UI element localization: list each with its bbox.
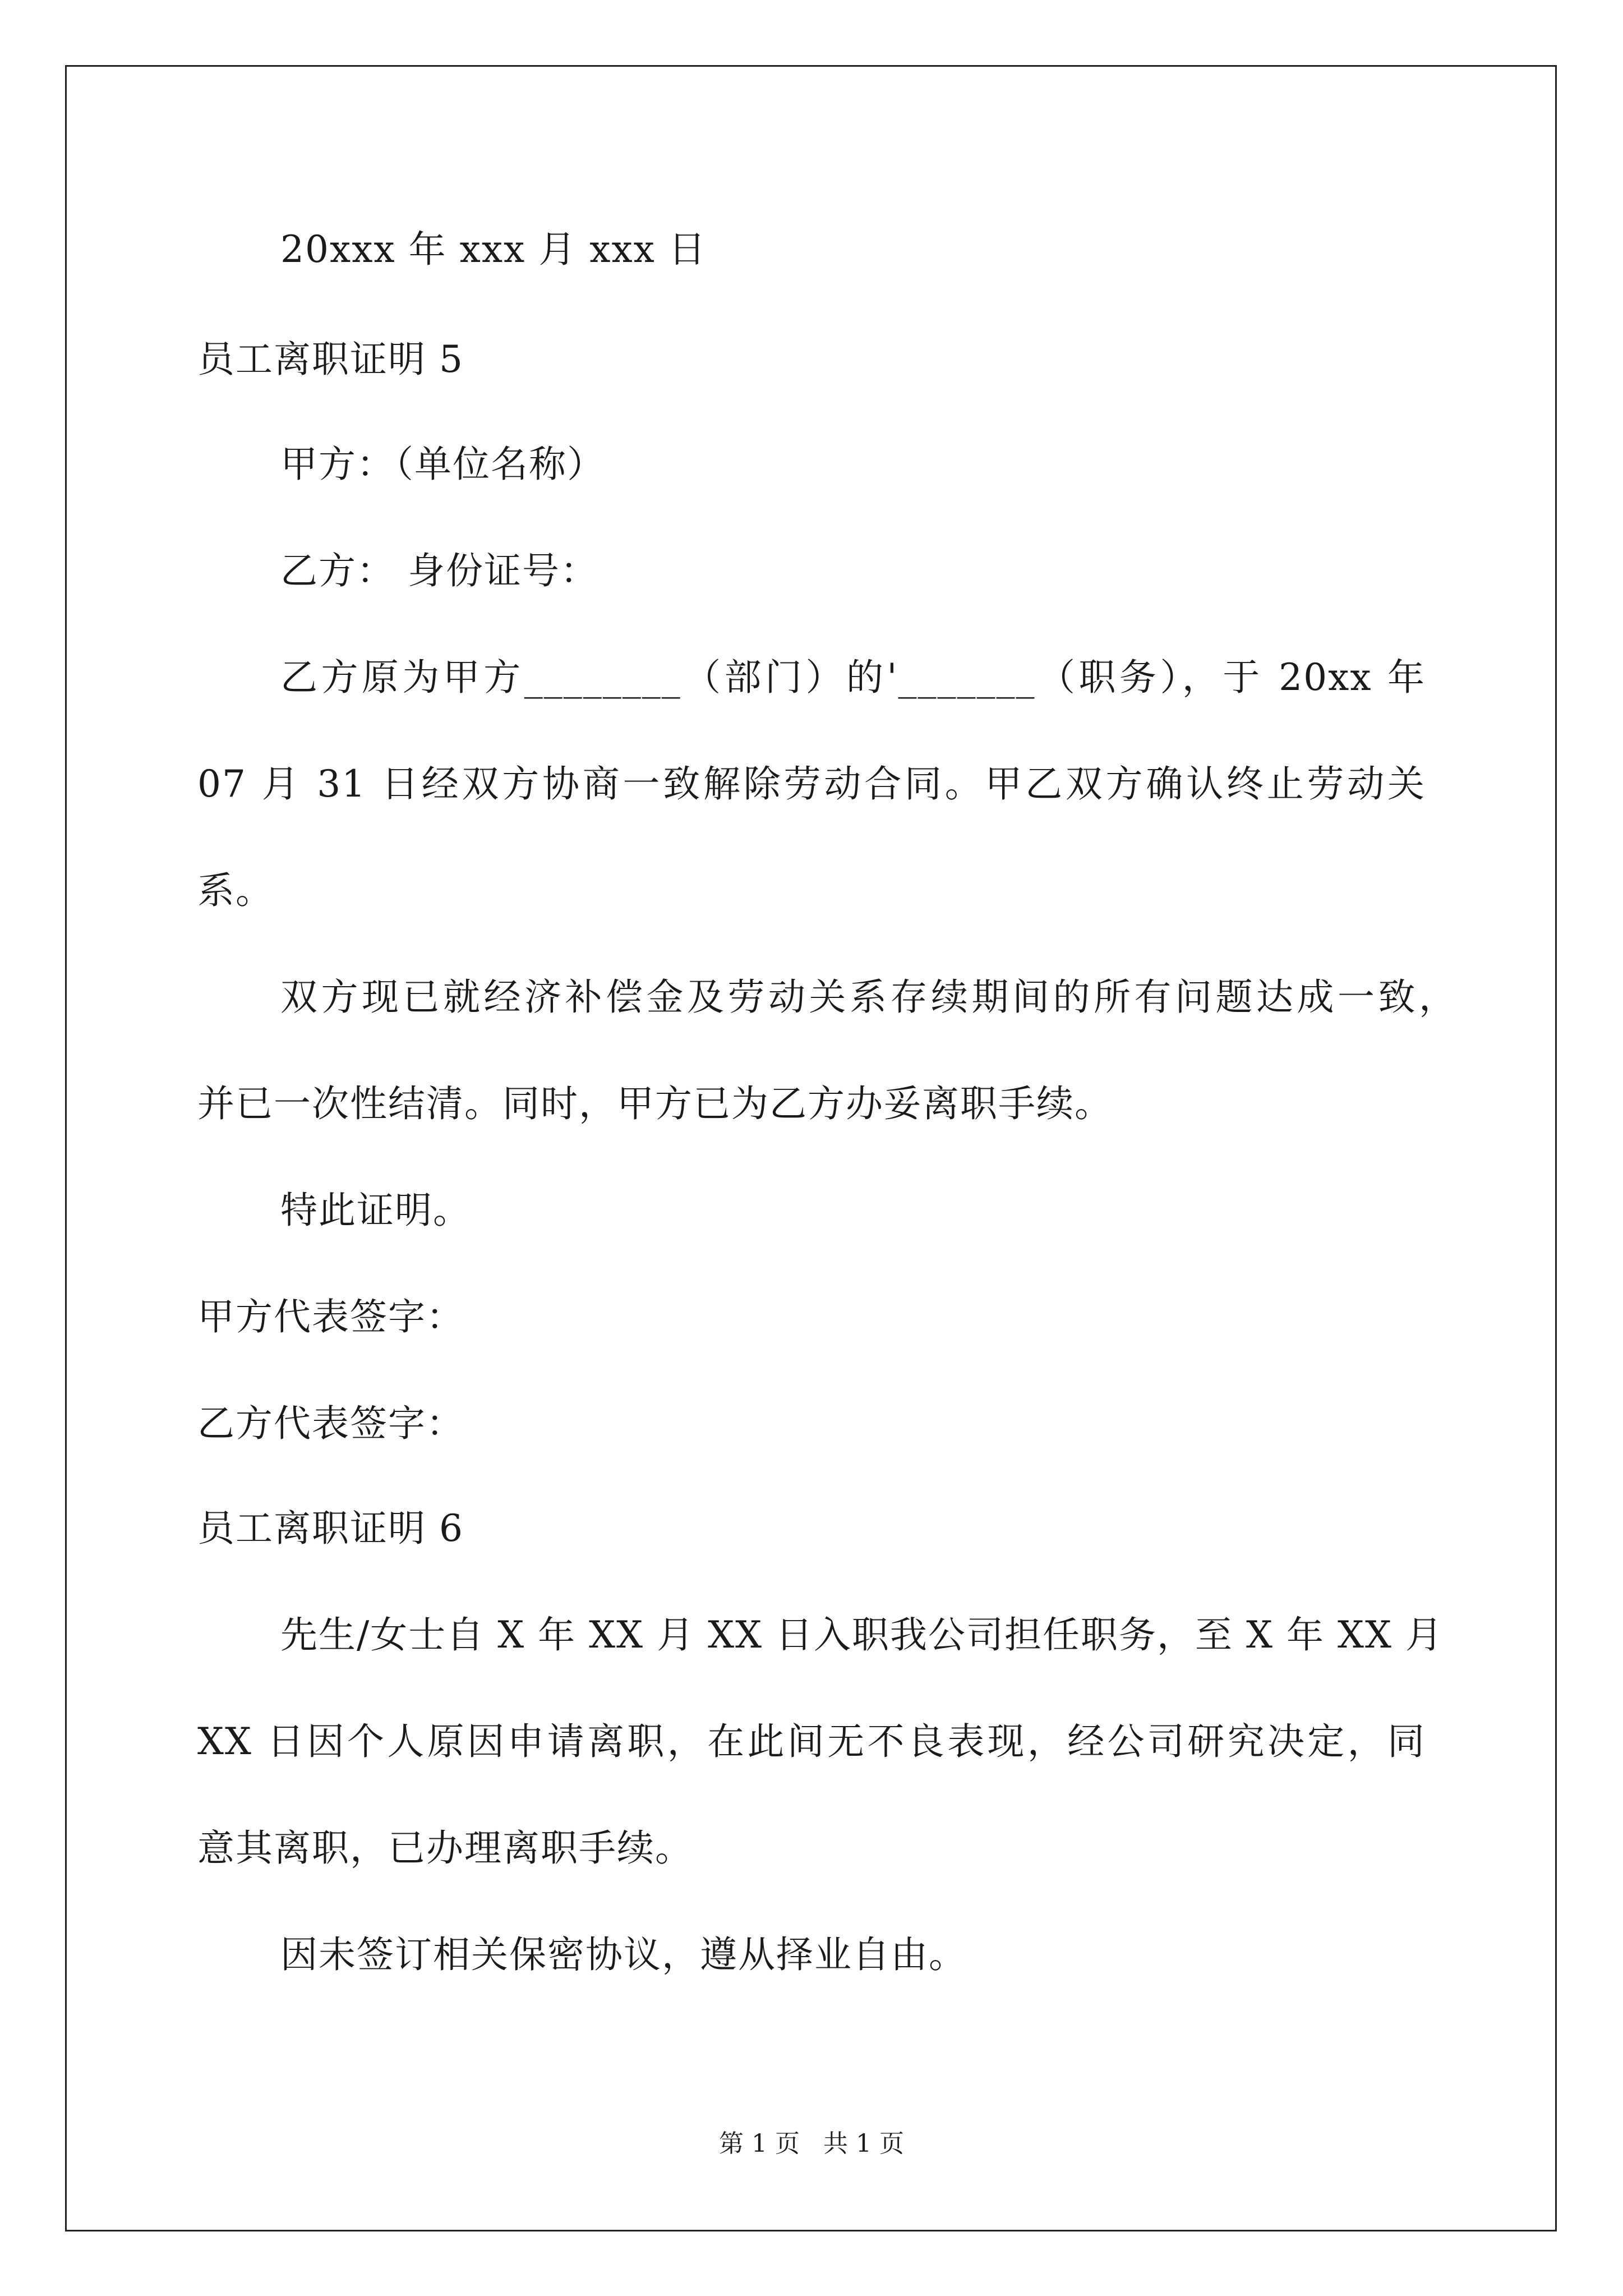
paragraph-line: XX 日因个人原因申请离职，在此间无不良表现，经公司研究决定，同 <box>197 1720 1426 1763</box>
page-border <box>65 65 1557 2231</box>
party-a-signature: 甲方代表签字： <box>197 1295 464 1338</box>
section-title-6: 员工离职证明 6 <box>197 1507 464 1550</box>
party-b-signature: 乙方代表签字： <box>197 1402 464 1445</box>
paragraph-line: 因未签订相关保密协议，遵从择业自由。 <box>280 1933 967 1976</box>
page-number-footer: 第 1 页 共 1 页 <box>719 2129 904 2158</box>
party-a-line: 甲方：（单位名称） <box>280 443 605 486</box>
paragraph-line: 系。 <box>197 869 274 912</box>
paragraph-line: 07 月 31 日经双方协商一致解除劳动合同。甲乙双方确认终止劳动关 <box>197 762 1426 806</box>
date-line: 20xxx 年 xxx 月 xxx 日 <box>280 228 707 271</box>
paragraph-line: 乙方原为甲方________（部门）的'_______（职务），于 20xx 年 <box>280 656 1426 699</box>
certification-line: 特此证明。 <box>280 1189 471 1232</box>
paragraph-line: 双方现已就经济补偿金及劳动关系存续期间的所有问题达成一致， <box>280 976 1457 1019</box>
paragraph-line: 意其离职，已办理离职手续。 <box>197 1826 693 1870</box>
party-b-line: 乙方： 身份证号： <box>280 549 598 592</box>
paragraph-line: 先生/女士自 X 年 XX 月 XX 日入职我公司担任职务，至 X 年 XX 月 <box>280 1613 1444 1657</box>
section-title-5: 员工离职证明 5 <box>197 338 464 381</box>
paragraph-line: 并已一次性结清。同时，甲方已为乙方办妥离职手续。 <box>197 1082 1113 1125</box>
